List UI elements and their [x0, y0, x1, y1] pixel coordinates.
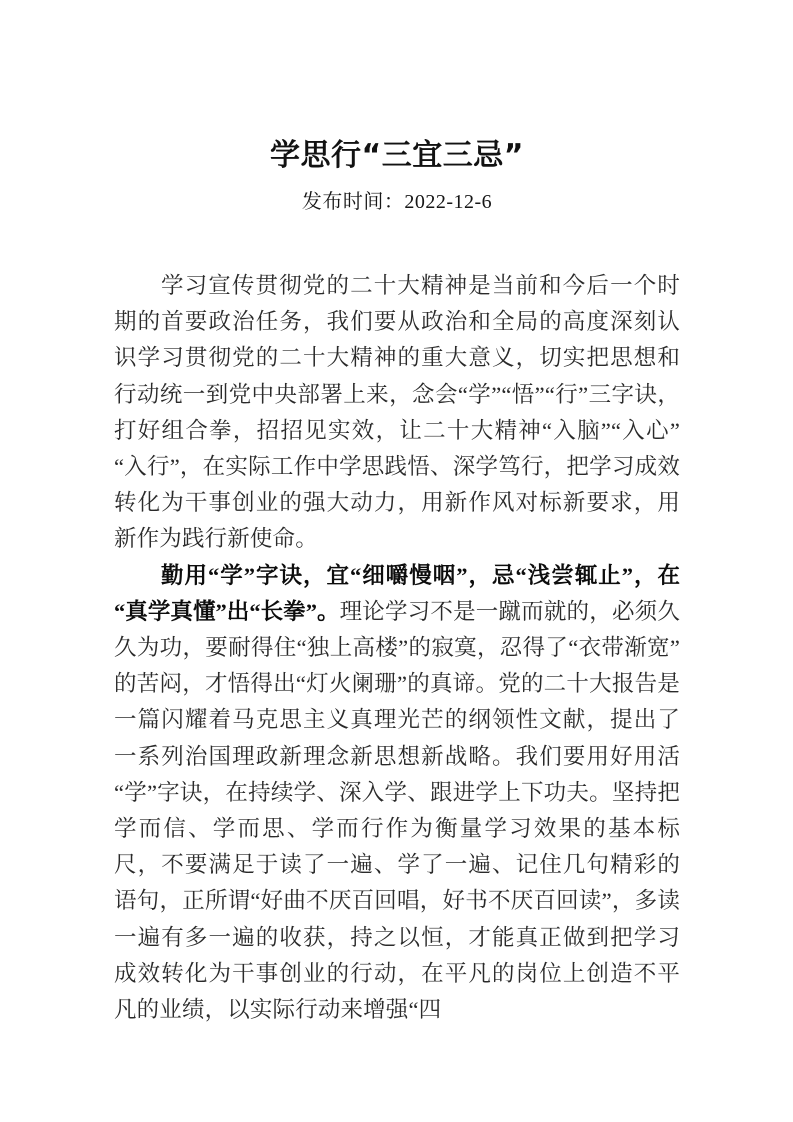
page-title: 学思行“三宜三忌” — [270, 138, 524, 173]
paragraph-section-xue — [114, 558, 680, 1029]
publish-date-label: 发布时间：2022-12-6 — [301, 191, 493, 213]
document-content-column — [114, 0, 680, 1028]
paragraph-section-xue-text: 理论学习不是一蹴而就的，必须久久为功，要耐得住“独上高楼”的寂寞，忍得了“衣带渐宽”的苦闷，才悟得出“灯火阑珊”的真谛。党的二十大报告是一篇闪耀着马克思主义真理光芒的纲领性文献，提出了一系列治国理政新理念新思想新战略。我们要用好用活“学”字诀，在持续学、深入学、跟进学上下功夫。坚持把学而信、学而思、学而行作为衡量学习效果的基本标尺，不要满足于读了一遍、学了一遍、记住几句精彩的语句，正所谓“好曲不厌百回唱，好书不厌百回读”，多读一遍有多一遍的收获，持之以恒，才能真正做到把学习成效转化为干事创业的行动，在平凡的岗位上创造不平凡的业绩，以实际行动来增强“四 — [114, 598, 680, 1023]
paragraph-intro — [114, 268, 680, 558]
paragraph-section-xue-lead: 勤用“学”字诀，宜“细嚼慢咽”，忌“浅尝辄止”，在“真学真懂”出“长拳”。 — [114, 562, 680, 624]
paragraph-intro-text: 学习宣传贯彻党的二十大精神是当前和今后一个时期的首要政治任务，我们要从政治和全局的高度深刻认识学习贯彻党的二十大精神的重大意义，切实把思想和行动统一到党中央部署上来，念会“学”“悟”“行”三字诀，打好组合拳，招招见实效，让二十大精神“入脑”“入心”“入行”，在实际工作中学思践悟、深学笃行，把学习成效转化为干事创业的强大动力，用新作风对标新要求，用新作为践行新使命。 — [114, 273, 680, 552]
document-body — [114, 216, 680, 1028]
